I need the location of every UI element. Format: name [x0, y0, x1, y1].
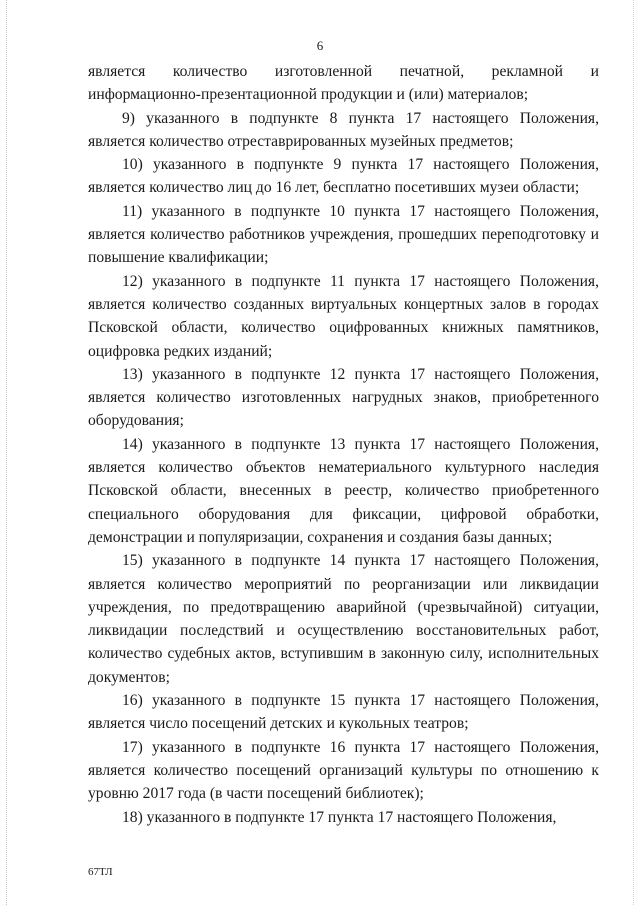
page-edge-right [633, 0, 634, 905]
word: и [590, 63, 599, 80]
paragraph-item-15: 15) указанного в подпункте 14 пункта 17 настоящего Положения, является количество мероприятий по реорганизации или ликвидации учреждения, по предотвращению аварийной (чрезвычайной) ситуации, ликвидации последствий и осуществлению восстановительных работ, количество судебных актов, вступившим в законную силу, исполнительных документов; [88, 552, 599, 686]
paragraph-item-14: 14) указанного в подпункте 13 пункта 17 настоящего Положения, является количество объектов нематериального культурного наследия Псковской области, внесенных в реестр, количество приобретенного специального оборудования для фиксации, цифровой обработки, демонстрации и популяризации, сохранения и создания базы данных; [88, 435, 599, 546]
paragraph-item-17: 17) указанного в подпункте 16 пункта 17 настоящего Положения, является количество посещений организаций культуры по отношению к уровню 2017 года (в части посещений библиотек); [88, 738, 599, 803]
word: является [88, 63, 146, 80]
word: изготовленной [274, 63, 373, 80]
paragraph-continuation: информационно-презентационной продукции и (или) материалов; [88, 86, 529, 104]
continuation-line [88, 60, 599, 83]
word: количество [172, 63, 248, 80]
word: печатной, [399, 63, 465, 80]
footer-document-code: 67ТЛ [88, 866, 113, 878]
paragraph-item-11: 11) указанного в подпункте 10 пункта 17 настоящего Положения, является количество работников учреждения, прошедших переподготовку и повышение квалификации; [88, 202, 599, 267]
page-edge-left [6, 0, 7, 905]
paragraph-item-16: 16) указанного в подпункте 15 пункта 17 настоящего Положения, является число посещений детских и кукольных театров; [88, 692, 599, 733]
page-number: 6 [316, 38, 324, 53]
paragraph-item-9: 9) указанного в подпункте 8 пункта 17 настоящего Положения, является количество отреставрированных музейных предметов; [88, 109, 599, 150]
paragraph-item-13: 13) указанного в подпункте 12 пункта 17 настоящего Положения, является количество изготовленных нагрудных знаков, приобретенного оборудования; [88, 365, 599, 430]
paragraph-item-10: 10) указанного в подпункте 9 пункта 17 настоящего Положения, является количество лиц до 16 лет, бесплатно посетивших музеи области; [88, 156, 599, 197]
paragraph-item-12: 12) указанного в подпункте 11 пункта 17 настоящего Положения, является количество созданных виртуальных концертных залов в городах Псковской области, количество оцифрованных книжных памятников, оцифровка редких изданий; [88, 272, 599, 360]
word: рекламной [491, 63, 564, 80]
paragraph-item-18: 18) указанного в подпункте 17 пункта 17 настоящего Положения, [122, 808, 557, 826]
document-body [88, 60, 599, 829]
